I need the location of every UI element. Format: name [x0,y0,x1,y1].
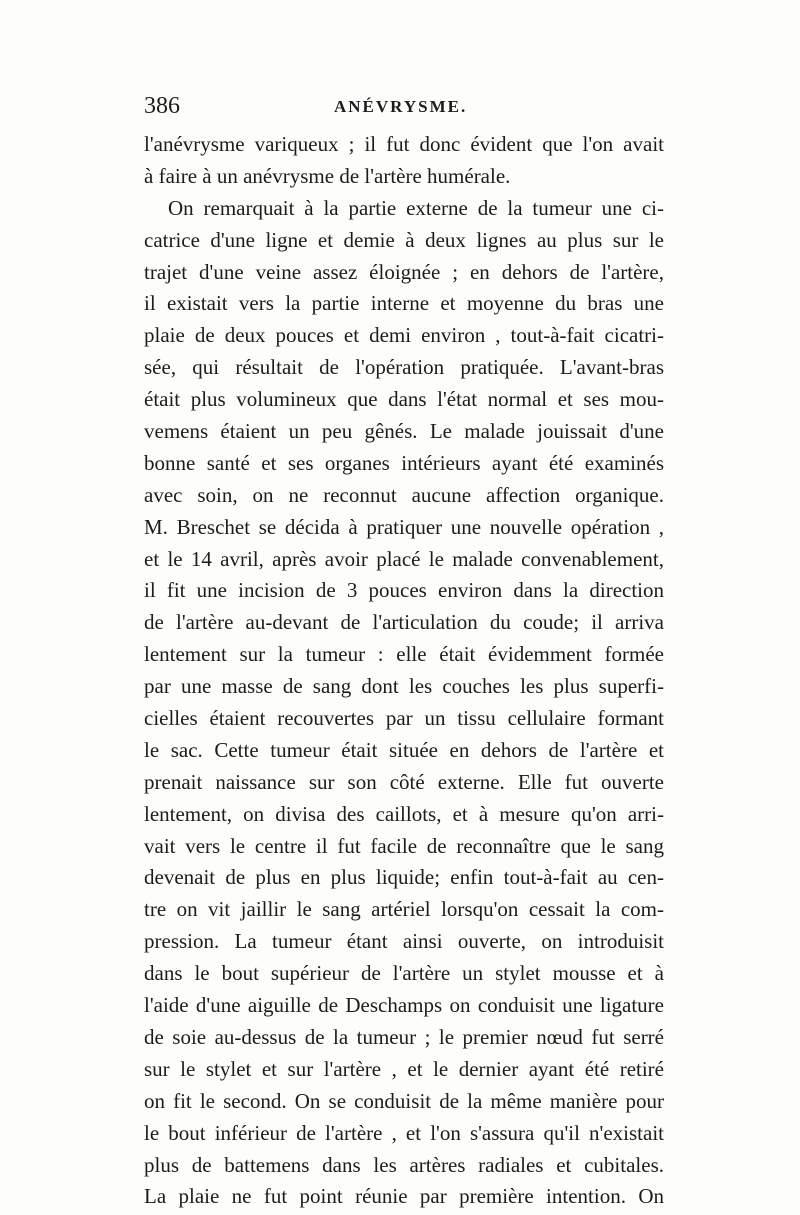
text-line: On remarquait à la partie externe de la tumeur une ci- [168,195,664,220]
text-line: La plaie ne fut point réunie par première intention. On [144,1184,664,1209]
text-line: prenait naissance sur son côté externe. Elle fut ouverte [144,769,664,794]
text-line: plaie de deux pouces et demi environ , tout-à-fait cicatri- [144,323,664,348]
text-line: et le 14 avril, après avoir placé le malade convenablement, [144,546,664,571]
text-line: trajet d'une veine assez éloignée ; en dehors de l'artère, [144,259,664,284]
text-line: de soie au-dessus de la tumeur ; le premier nœud fut serré [144,1024,664,1049]
running-title: ANÉVRYSME. [334,97,468,116]
text-line: le sac. Cette tumeur était située en dehors de l'artère et [144,737,664,762]
text-line: devenait de plus en plus liquide; enfin tout-à-fait au cen- [144,865,664,890]
body-text [144,129,664,1213]
text-line: l'anévrysme variqueux ; il fut donc évident que l'on avait [144,132,664,156]
text-line: de l'artère au-devant de l'articulation du coude; il arriva [144,610,664,635]
text-line: sée, qui résultait de l'opération pratiquée. L'avant-bras [144,355,664,380]
text-line: plus de battemens dans les artères radiales et cubitales. [144,1152,664,1177]
text-line: cielles étaient recouvertes par un tissu cellulaire formant [144,706,664,731]
text-line: bonne santé et ses organes intérieurs ayant été examinés [144,450,664,475]
text-line: il existait vers la partie interne et moyenne du bras une [144,291,664,316]
text-line: catrice d'une ligne et demie à deux lignes au plus sur le [144,227,664,252]
text-line: vemens étaient un peu gênés. Le malade jouissait d'une [144,419,664,444]
text-line: tre on vit jaillir le sang artériel lorsqu'on cessait la com- [144,897,664,922]
text-line: était plus volumineux que dans l'état normal et ses mou- [144,387,664,412]
text-line: sur le stylet et sur l'artère , et le dernier ayant été retiré [144,1056,664,1081]
running-head [144,93,664,123]
text-line: le bout inférieur de l'artère , et l'on s'assura qu'il n'existait [144,1120,664,1145]
text-line: on fit le second. On se conduisit de la même manière pour [144,1088,664,1113]
text-line: à faire à un anévrysme de l'artère humérale. [144,163,511,188]
text-line: dans le bout supérieur de l'artère un stylet mousse et à [144,961,664,986]
text-line: pression. La tumeur étant ainsi ouverte, on introduisit [144,929,664,954]
text-line: lentement sur la tumeur : elle était évidemment formée [144,642,664,667]
page-number: 386 [144,93,180,119]
text-line: l'aide d'une aiguille de Deschamps on conduisit une ligature [144,993,664,1018]
text-line: il fit une incision de 3 pouces environ dans la direction [144,578,664,603]
text-line: avec soin, on ne reconnut aucune affection organique. [144,482,664,507]
text-line: M. Breschet se décida à pratiquer une nouvelle opération , [144,514,664,539]
text-line: lentement, on divisa des caillots, et à mesure qu'on arri- [144,801,664,826]
text-line: par une masse de sang dont les couches les plus superfi- [144,674,664,699]
text-line: vait vers le centre il fut facile de reconnaître que le sang [144,833,664,858]
